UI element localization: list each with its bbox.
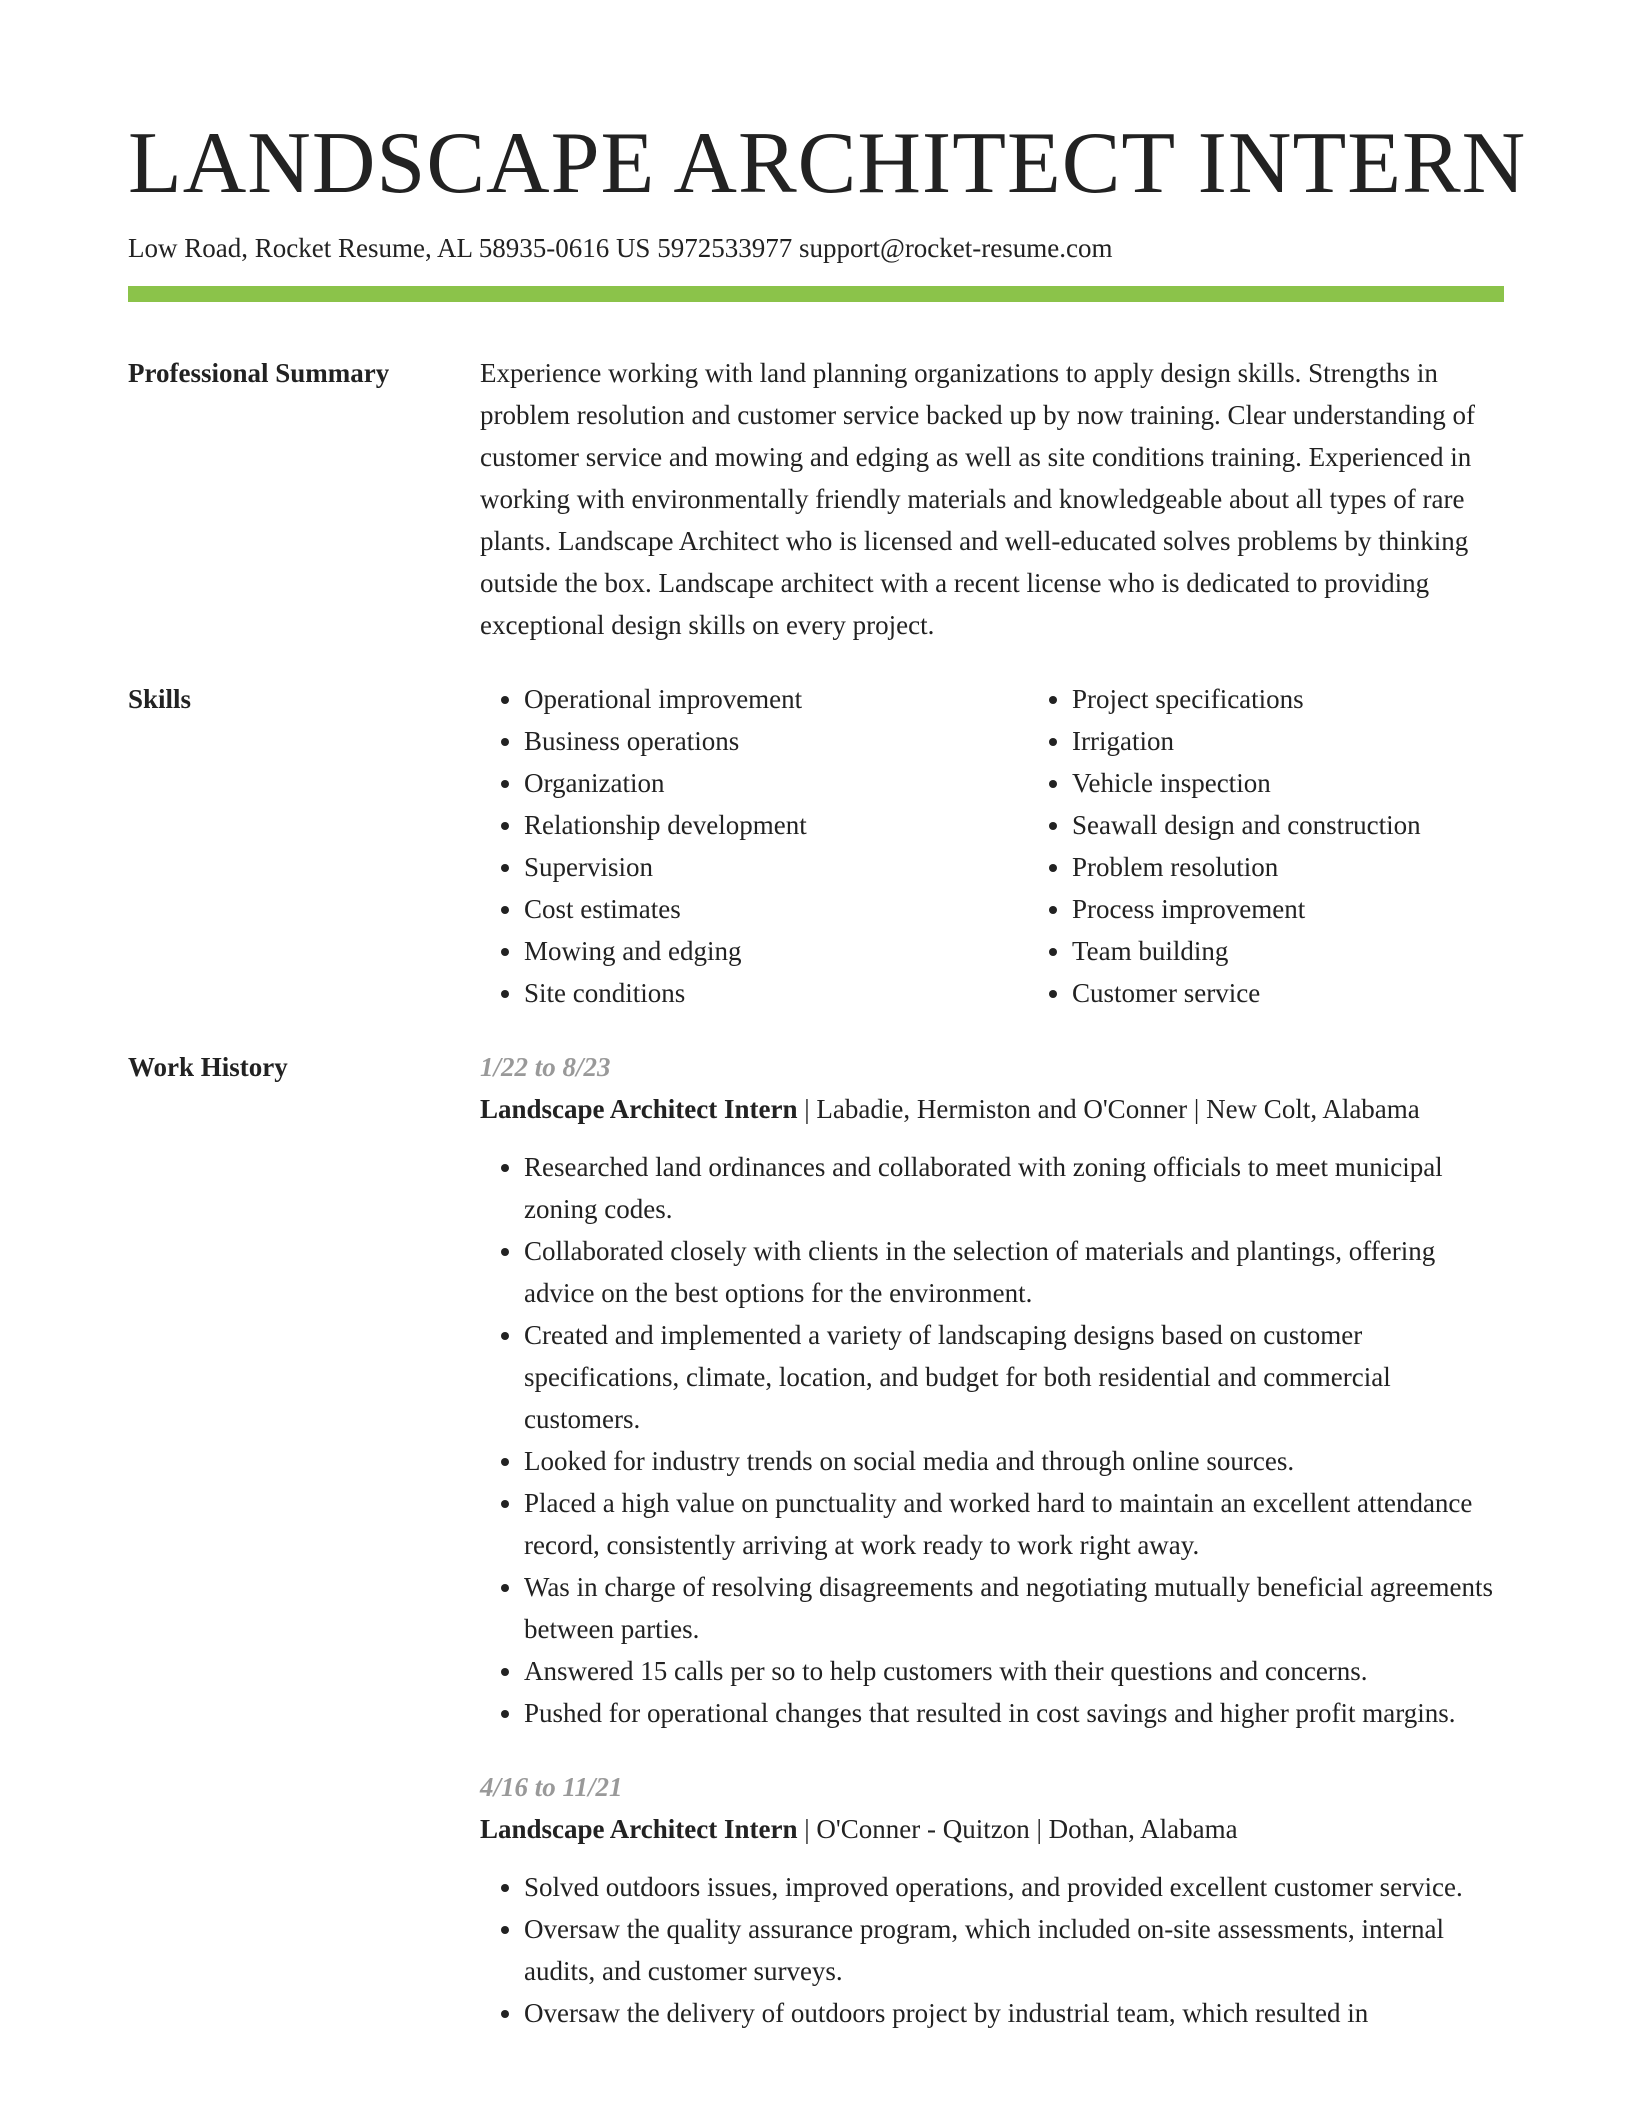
skill-item: • Relationship development bbox=[524, 804, 1028, 846]
accent-divider bbox=[128, 286, 1504, 302]
skill-item: • Team building bbox=[1072, 930, 1576, 972]
skill-item: • Process improvement bbox=[1072, 888, 1576, 930]
skills-columns bbox=[480, 678, 1576, 1014]
skill-item: • Supervision bbox=[524, 846, 1028, 888]
skill-item: • Organization bbox=[524, 762, 1028, 804]
job-bullet: • Answered 15 calls per so to help customers with their questions and concerns. bbox=[524, 1650, 1504, 1692]
job-bullet: • Researched land ordinances and collaborated with zoning officials to meet municipal zoning codes. bbox=[524, 1146, 1504, 1230]
skill-item: • Customer service bbox=[1072, 972, 1576, 1014]
skill-item: • Operational improvement bbox=[524, 678, 1028, 720]
job-bullets bbox=[480, 1146, 1504, 1734]
job-entry bbox=[480, 1766, 1504, 2034]
job-bullet: • Solved outdoors issues, improved operations, and provided excellent customer service. bbox=[524, 1866, 1504, 1908]
skill-item: • Problem resolution bbox=[1072, 846, 1576, 888]
job-details: | O'Conner - Quitzon | Dothan, Alabama bbox=[797, 1814, 1238, 1845]
skills-list-right bbox=[1028, 678, 1576, 1014]
job-bullet: • Pushed for operational changes that resulted in cost savings and higher profit margins. bbox=[524, 1692, 1504, 1734]
job-bullet: • Collaborated closely with clients in the selection of materials and plantings, offering advice on the best options for the environment. bbox=[524, 1230, 1504, 1314]
summary-text: Experience working with land planning organizations to apply design skills. Strengths in problem resolution and customer service backed up by now training. Clear understanding of customer service and mowing and edging as well as site conditions training. Experienced in working with environmentally friendly materials and knowledgeable about all types of rare plants. Landscape Architect who is licensed and well-educated solves problems by thinking outside the box. Landscape architect with a recent license who is dedicated to providing exceptional design skills on every project. bbox=[480, 358, 1475, 641]
skill-item: • Mowing and edging bbox=[524, 930, 1028, 972]
contact-line: Low Road, Rocket Resume, AL 58935-0616 US 5972533977 support@rocket-resume.com bbox=[128, 233, 1113, 263]
skill-item: • Irrigation bbox=[1072, 720, 1576, 762]
candidate-name: LANDSCAPE ARCHITECT INTERN bbox=[128, 115, 1527, 212]
job-bullet: • Oversaw the delivery of outdoors project by industrial team, which resulted in bbox=[524, 1992, 1504, 2034]
skill-item: • Site conditions bbox=[524, 972, 1028, 1014]
job-dates: 4/16 to 11/21 bbox=[480, 1772, 623, 1803]
skills-list-left bbox=[480, 678, 1028, 1014]
summary-section bbox=[128, 352, 1504, 646]
skills-section bbox=[128, 678, 1504, 1014]
job-dates: 1/22 to 8/23 bbox=[480, 1052, 611, 1083]
skill-item: • Business operations bbox=[524, 720, 1028, 762]
job-bullet: • Looked for industry trends on social media and through online sources. bbox=[524, 1440, 1504, 1482]
skill-item: • Vehicle inspection bbox=[1072, 762, 1576, 804]
job-bullet: • Was in charge of resolving disagreements and negotiating mutually beneficial agreements between parties. bbox=[524, 1566, 1504, 1650]
work-history-heading: Work History bbox=[128, 1052, 288, 1083]
job-entry bbox=[480, 1046, 1504, 1734]
summary-heading: Professional Summary bbox=[128, 358, 390, 389]
job-bullet: • Created and implemented a variety of landscaping designs based on customer specifications, climate, location, and budget for both residential and commercial customers. bbox=[524, 1314, 1504, 1440]
job-heading bbox=[480, 1808, 1504, 1850]
job-bullet: • Placed a high value on punctuality and worked hard to maintain an excellent attendance record, consistently arriving at work ready to work right away. bbox=[524, 1482, 1504, 1566]
skill-item: • Seawall design and construction bbox=[1072, 804, 1576, 846]
job-bullet: • Oversaw the quality assurance program, which included on-site assessments, internal audits, and customer surveys. bbox=[524, 1908, 1504, 1992]
job-bullets bbox=[480, 1866, 1504, 2034]
work-history-entries bbox=[480, 1046, 1504, 2034]
skill-item: • Project specifications bbox=[1072, 678, 1576, 720]
skills-heading: Skills bbox=[128, 684, 192, 715]
job-title: Landscape Architect Intern bbox=[480, 1094, 798, 1125]
resume-page bbox=[128, 0, 1527, 2034]
job-title: Landscape Architect Intern bbox=[480, 1814, 798, 1845]
skill-item: • Cost estimates bbox=[524, 888, 1028, 930]
job-heading bbox=[480, 1088, 1504, 1130]
job-details: | Labadie, Hermiston and O'Conner | New Colt, Alabama bbox=[797, 1094, 1420, 1125]
work-history-section bbox=[128, 1046, 1504, 2034]
